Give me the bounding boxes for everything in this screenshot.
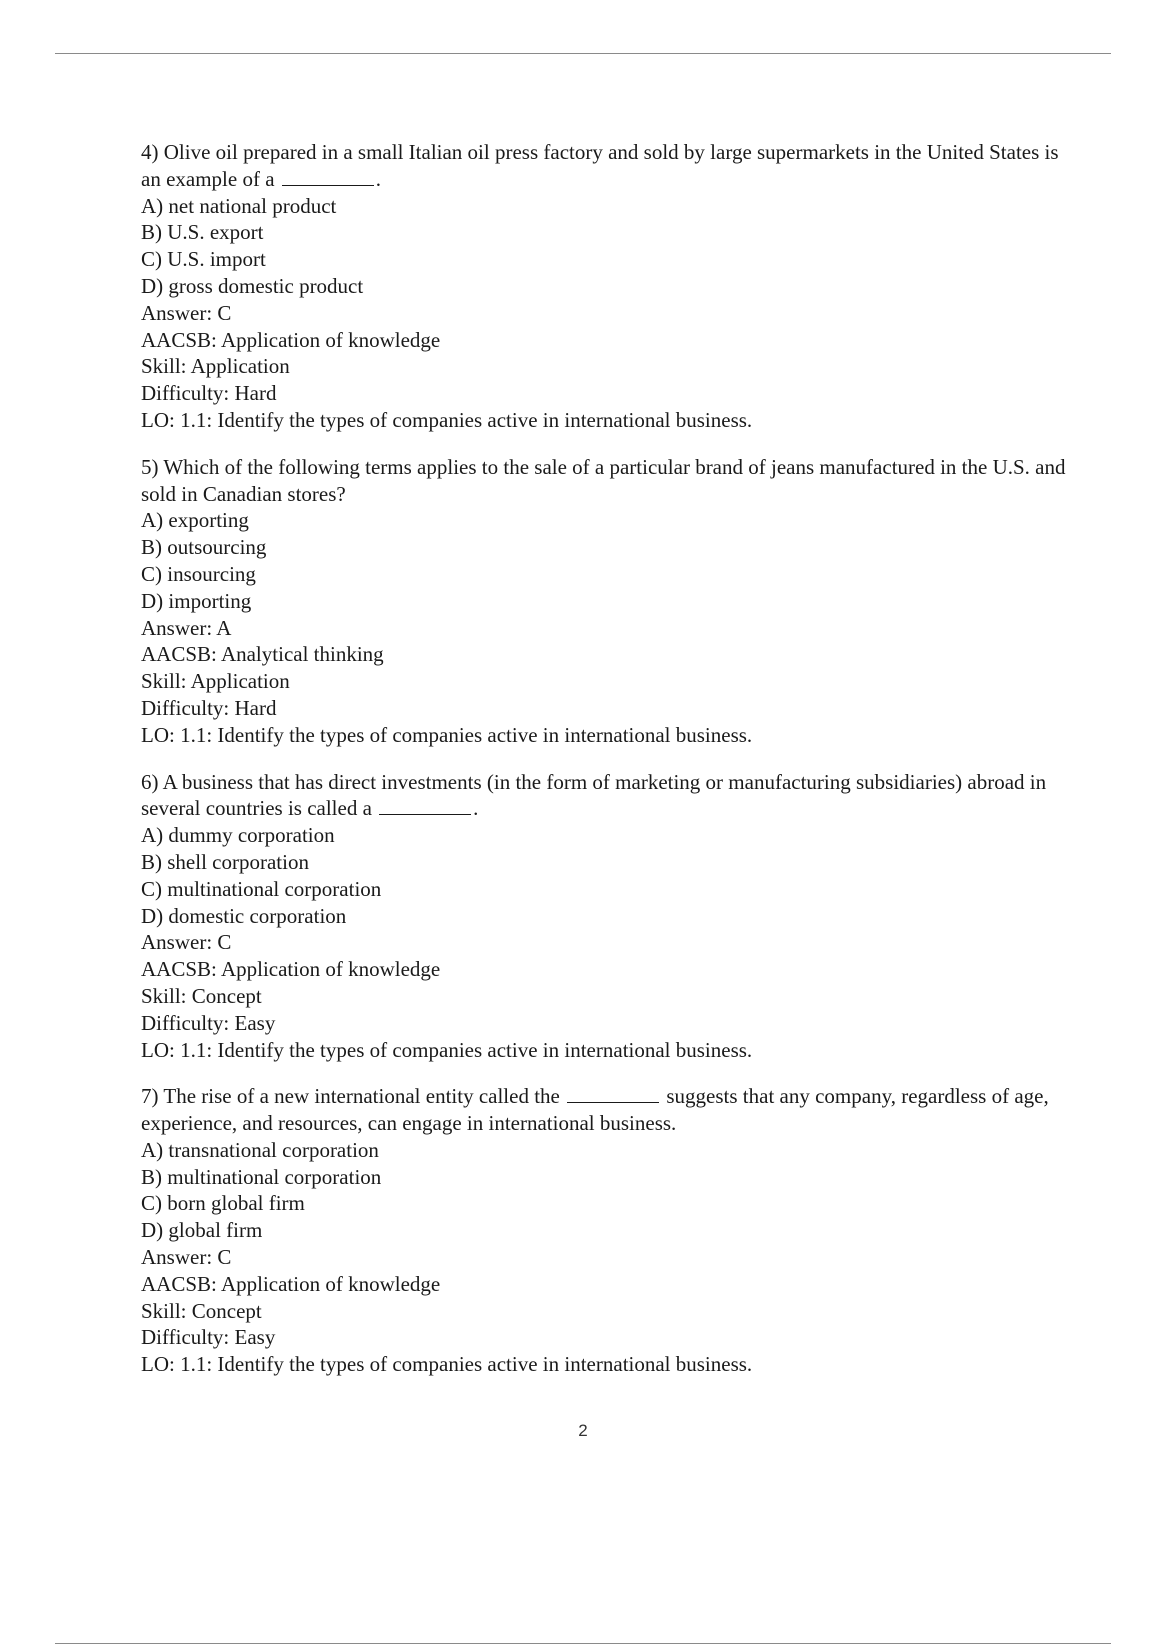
question-stem — [141, 139, 1071, 193]
answer-line: Answer: C — [141, 300, 232, 325]
difficulty-line: Difficulty: Easy — [141, 1325, 276, 1350]
aacsb-line: AACSB: Analytical thinking — [141, 642, 384, 667]
stem-text-after: . — [375, 166, 382, 191]
stem-text-after: suggests that any company, regardless of age, experience, and resources, can engage in international business. — [141, 1084, 1049, 1136]
option-a: A) net national product — [141, 193, 337, 218]
option-a: A) transnational corporation — [141, 1137, 379, 1162]
difficulty-line: Difficulty: Hard — [141, 695, 277, 720]
question-4 — [141, 139, 1071, 434]
header-rule — [55, 53, 1111, 54]
option-a: A) exporting — [141, 508, 249, 533]
difficulty-line: Difficulty: Easy — [141, 1010, 276, 1035]
stem-text: 5) Which of the following terms applies to the sale of a particular brand of jeans manufactured in the U.S. and sold in Canadian stores? — [141, 454, 1066, 506]
stem-text: 4) Olive oil prepared in a small Italian oil press factory and sold by large supermarkets in the United States is an example of a — [141, 140, 1059, 191]
option-d: D) domestic corporation — [141, 903, 347, 928]
option-d: D) global firm — [141, 1218, 263, 1243]
page-number: 2 — [578, 1421, 588, 1440]
aacsb-line: AACSB: Application of knowledge — [141, 1271, 441, 1296]
option-b: B) shell corporation — [141, 849, 309, 874]
stem-text: 7) The rise of a new international entity called the — [141, 1084, 560, 1109]
question-7 — [141, 1083, 1071, 1378]
answer-line: Answer: C — [141, 1245, 232, 1270]
skill-line: Skill: Concept — [141, 1298, 262, 1323]
difficulty-line: Difficulty: Hard — [141, 381, 277, 406]
option-d: D) importing — [141, 588, 252, 613]
answer-line: Answer: C — [141, 930, 232, 955]
answer-line: Answer: A — [141, 615, 232, 640]
question-5 — [141, 454, 1071, 749]
option-c: C) born global firm — [141, 1191, 305, 1216]
aacsb-line: AACSB: Application of knowledge — [141, 327, 441, 352]
option-c: C) multinational corporation — [141, 876, 382, 901]
stem-text-after: . — [473, 796, 479, 821]
lo-line: LO: 1.1: Identify the types of companies active in international business. — [141, 722, 753, 747]
skill-line: Skill: Application — [141, 354, 290, 379]
question-stem — [141, 1083, 1071, 1137]
option-d: D) gross domestic product — [141, 273, 364, 298]
question-list — [141, 139, 1071, 1398]
footer-rule — [55, 1643, 1111, 1644]
question-stem — [141, 769, 1071, 823]
stem-text: 6) A business that has direct investments (in the form of marketing or manufacturing subsidiaries) abroad in several countries is called a — [141, 769, 1047, 821]
option-b: B) multinational corporation — [141, 1164, 382, 1189]
option-b: B) U.S. export — [141, 220, 264, 245]
answer-blank — [379, 813, 471, 815]
answer-blank — [567, 1101, 659, 1103]
option-c: C) insourcing — [141, 561, 256, 586]
option-b: B) outsourcing — [141, 535, 267, 560]
lo-line: LO: 1.1: Identify the types of companies active in international business. — [141, 1037, 753, 1062]
lo-line: LO: 1.1: Identify the types of companies active in international business. — [141, 407, 753, 432]
lo-line: LO: 1.1: Identify the types of companies active in international business. — [141, 1352, 753, 1377]
question-6 — [141, 769, 1071, 1064]
question-stem — [141, 454, 1071, 508]
answer-blank — [282, 184, 374, 186]
skill-line: Skill: Concept — [141, 983, 262, 1008]
option-a: A) dummy corporation — [141, 823, 335, 848]
skill-line: Skill: Application — [141, 669, 290, 694]
aacsb-line: AACSB: Application of knowledge — [141, 957, 441, 982]
option-c: C) U.S. import — [141, 247, 266, 272]
